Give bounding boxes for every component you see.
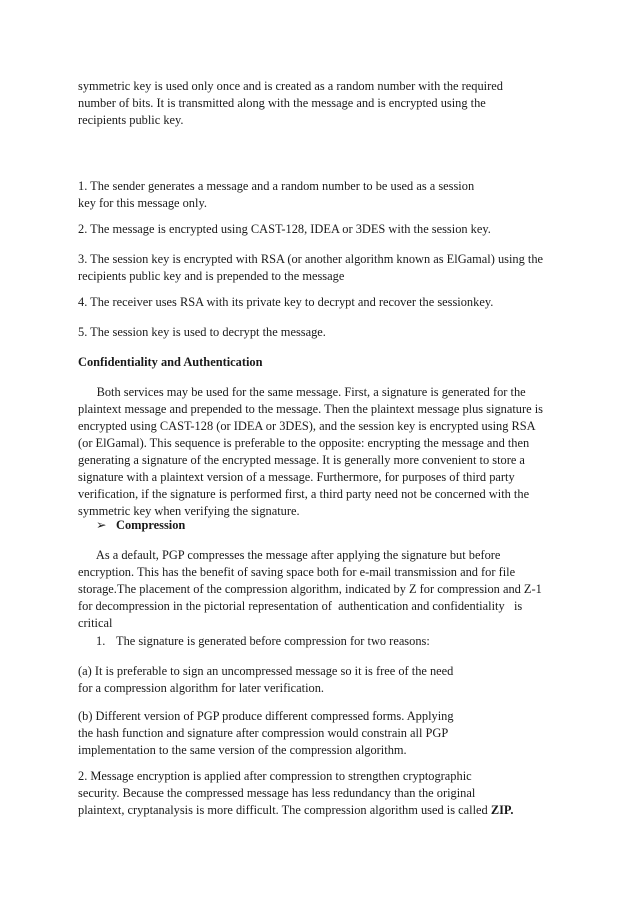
text-line: the hash function and signature after compression would constrain all PGP: [78, 726, 449, 740]
step-4: [78, 294, 493, 311]
compression-heading-text: Compression: [116, 518, 186, 532]
text-line: generating a signature of the encrypted message. It is generally more convenient to store a: [78, 453, 525, 467]
text-line: implementation to the same version of the compression algorithm.: [78, 743, 407, 757]
text-line: signature with a plaintext version of a message. Furthermore, for purposes of third party: [78, 470, 515, 484]
text-line: number of bits. It is transmitted along with the message and is encrypted using the: [78, 96, 486, 110]
text-line: (a) It is preferable to sign an uncompressed message so it is free of the need: [78, 664, 454, 678]
text-line: 4. The receiver uses RSA with its private key to decrypt and recover the sessionkey.: [78, 295, 494, 309]
text-line: recipients public key and is prepended to the message: [78, 269, 345, 283]
text-line: 2. The message is encrypted using CAST-128, IDEA or 3DES with the session key.: [78, 222, 491, 236]
item-number: 1.: [96, 634, 106, 648]
text-line: 5. The session key is used to decrypt the message.: [78, 325, 326, 339]
text-line: plaintext message and prepended to the message. Then the plaintext message plus signature is: [78, 402, 543, 416]
text-line: 1. The sender generates a message and a random number to be used as a session: [78, 179, 475, 193]
text-line: for a compression algorithm for later verification.: [78, 681, 325, 695]
compression-item-2: [78, 768, 513, 819]
compression-paragraph: [78, 547, 542, 632]
text-line: encrypted using CAST-128 (or IDEA or 3DES), and the session key is encrypted using RSA: [78, 419, 536, 433]
step-3: [78, 251, 543, 285]
compression-item-1: [96, 633, 430, 650]
section-heading-confidentiality: Confidentiality and Authentication: [78, 355, 263, 369]
text-line: storage.The placement of the compression algorithm, indicated by Z for compression and Z-1: [78, 582, 542, 596]
text-line: (b) Different version of PGP produce different compressed forms. Applying: [78, 709, 454, 723]
section-heading-compression: [96, 517, 185, 534]
text-line: 3. The session key is encrypted with RSA (or another algorithm known as ElGamal) using the: [78, 252, 544, 266]
text-line: recipients public key.: [78, 113, 184, 127]
text-line: encryption. This has the benefit of saving space both for e-mail transmission and for file: [78, 565, 516, 579]
text-line: symmetric key when verifying the signature.: [78, 504, 300, 518]
text-line-last: [78, 802, 513, 819]
step-2: [78, 221, 491, 238]
text-line: security. Because the compressed message has less redundancy than the original: [78, 786, 476, 800]
zip-emphasis: ZIP.: [490, 803, 514, 817]
text-line: Both services may be used for the same message. First, a signature is generated for the: [78, 385, 526, 399]
text-line: critical: [78, 616, 113, 630]
confidentiality-paragraph: [78, 384, 543, 520]
arrow-bullet-icon: ➢: [96, 518, 107, 532]
text-line: for decompression in the pictorial representation of authentication and confidentiality is: [78, 599, 523, 613]
text-line: verification, if the signature is performed first, a third party need not be concerned with the: [78, 487, 530, 501]
step-5: [78, 324, 326, 341]
text-run: plaintext, cryptanalysis is more difficult. The compression algorithm used is called: [78, 803, 491, 817]
step-1: [78, 178, 474, 212]
text-line: As a default, PGP compresses the message after applying the signature but before: [78, 548, 501, 562]
intro-paragraph: [78, 78, 503, 129]
text-line: 2. Message encryption is applied after compression to strengthen cryptographic: [78, 769, 472, 783]
reason-b: [78, 708, 454, 759]
text-line: symmetric key is used only once and is created as a random number with the required: [78, 79, 503, 93]
item-text: The signature is generated before compression for two reasons:: [116, 634, 430, 648]
reason-a: [78, 663, 453, 697]
text-line: (or ElGamal). This sequence is preferable to the opposite: encrypting the message and then: [78, 436, 530, 450]
text-line: key for this message only.: [78, 196, 207, 210]
